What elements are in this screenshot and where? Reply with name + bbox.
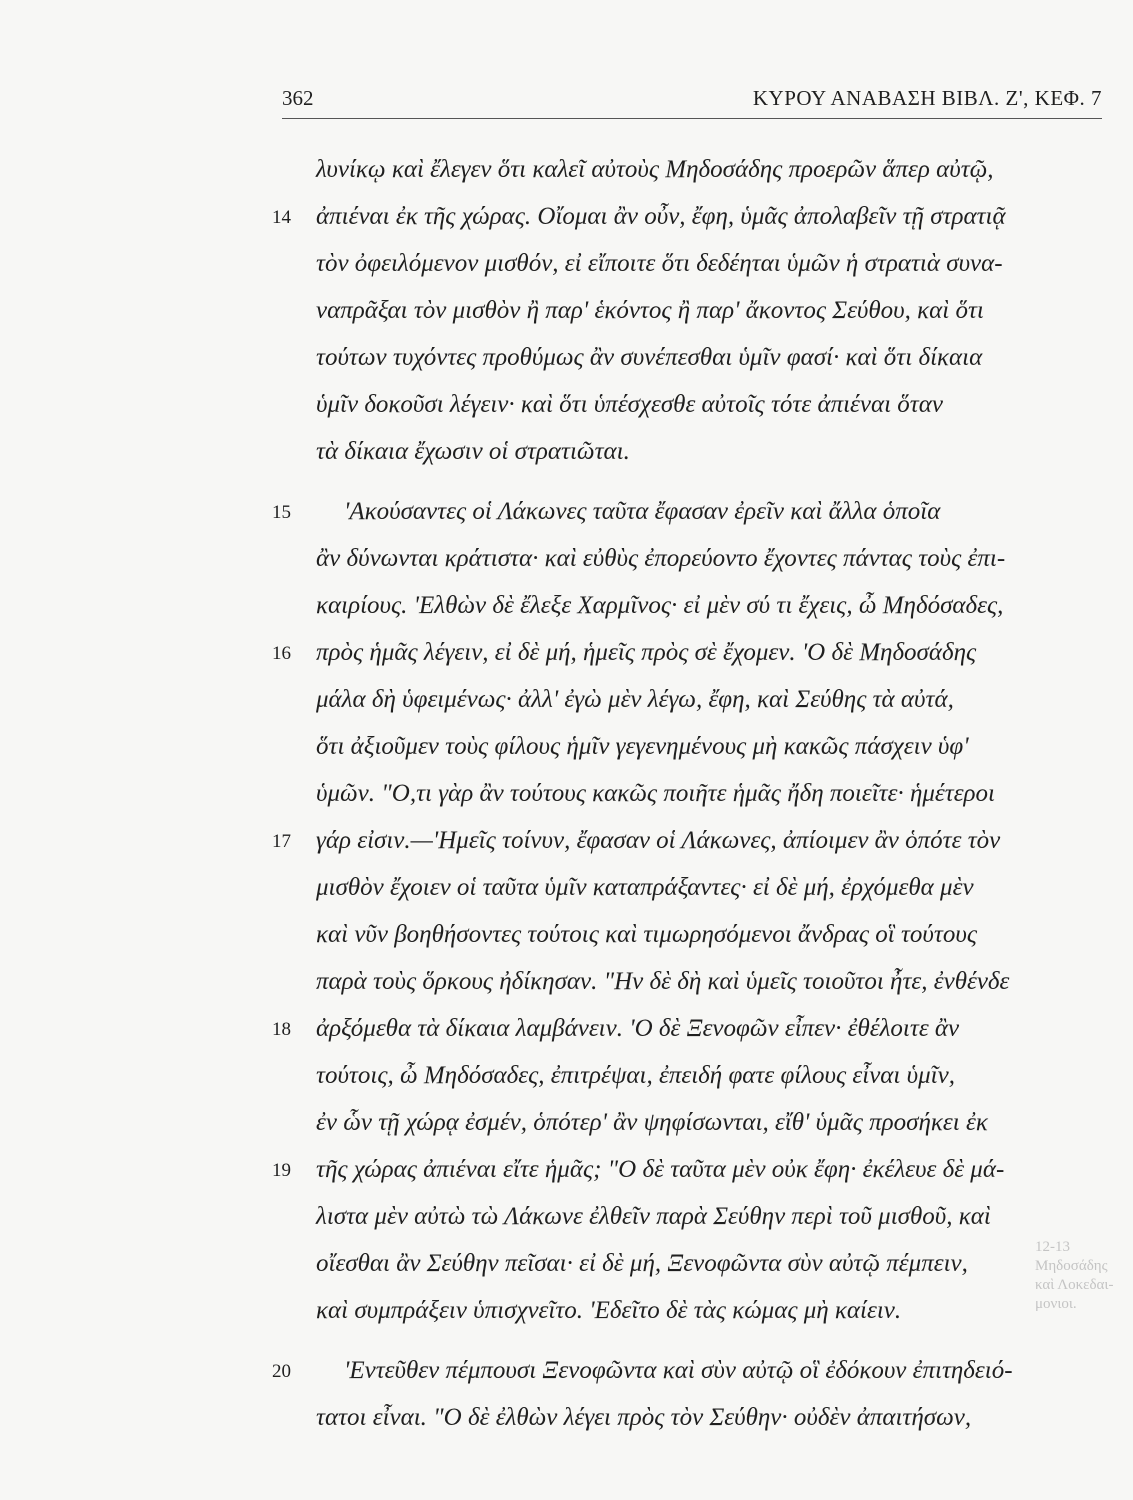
line-text: ὑμῶν. "Ο,τι γὰρ ἂν τούτους κακῶς ποιῆτε ἡμᾶς ἤδη ποιεῖτε· ἡμέτεροι xyxy=(316,780,995,807)
line-text: τούτοις, ὦ Μηδόσαδες, ἐπιτρέψαι, ἐπειδή φατε φίλους εἶναι ὑμῖν, xyxy=(316,1062,955,1089)
line-text: τούτων τυχόντες προθύμως ἂν συνέπεσθαι ὑμῖν φασί· καὶ ὅτι δίκαια xyxy=(316,344,983,371)
text-line xyxy=(272,381,1112,428)
text-line xyxy=(272,1146,1112,1193)
text-line xyxy=(272,629,1112,676)
text-line xyxy=(272,1052,1112,1099)
text-line xyxy=(272,817,1112,864)
line-text: καιρίους. 'Ελθὼν δὲ ἔλεξε Χαρμῖνος· εἰ μὲν σύ τι ἔχεις, ὦ Μηδόσαδες, xyxy=(316,592,1004,619)
running-title: ΚΥΡΟΥ ΑΝΑΒΑΣΗ ΒΙΒΛ. Ζ', ΚΕΦ. 7 xyxy=(752,86,1102,110)
line-text: ὑμῖν δοκοῦσι λέγειν· καὶ ὅτι ὑπέσχεσθε αὐτοῖς τότε ἀπιέναι ὅταν xyxy=(316,391,943,418)
line-text: καὶ νῦν βοηθήσοντες τούτοις καὶ τιμωρησόμενοι ἄνδρας οἳ τούτους xyxy=(316,921,977,948)
section-number: 17 xyxy=(272,831,291,852)
text-line xyxy=(272,193,1112,240)
text-line xyxy=(272,676,1112,723)
line-text: τατοι εἶναι. "Ο δὲ ἐλθὼν λέγει πρὸς τὸν Σεύθην· οὐδὲν ἀπαιτήσων, xyxy=(316,1404,972,1431)
text-line xyxy=(272,1240,1112,1287)
line-text: τῆς χώρας ἀπιέναι εἴτε ἡμᾶς; "Ο δὲ ταῦτα μὲν οὐκ ἔφη· ἐκέλευε δὲ μά- xyxy=(316,1156,1005,1183)
line-text: λιστα μὲν αὐτὼ τὼ Λάκωνε ἐλθεῖν παρὰ Σεύθην περὶ τοῦ μισθοῦ, καὶ xyxy=(316,1203,991,1230)
page-header xyxy=(282,86,1102,119)
text-line xyxy=(272,864,1112,911)
text-line xyxy=(272,146,1112,193)
page-number: 362 xyxy=(282,86,314,110)
line-text: ἀρξόμεθα τὰ δίκαια λαμβάνειν. 'Ο δὲ Ξενοφῶν εἶπεν· ἐθέλοιτε ἂν xyxy=(316,1015,960,1042)
margin-note-bleedthrough: 12-13 Μηδοσάδης καὶ Λοκεδαι- μονιοι. xyxy=(1035,1239,1114,1312)
line-text: παρὰ τοὺς ὅρκους ἠδίκησαν. "Ην δὲ δὴ καὶ ὑμεῖς τοιοῦτοι ἦτε, ἐνθένδε xyxy=(316,968,1010,995)
text-line xyxy=(272,958,1112,1005)
line-text: μάλα δὴ ὑφειμένως· ἀλλ' ἐγὼ μὲν λέγω, ἔφη, καὶ Σεύθης τὰ αὐτά, xyxy=(316,686,954,713)
text-line xyxy=(272,770,1112,817)
line-text: 'Εντεῦθεν πέμπουσι Ξενοφῶντα καὶ σὺν αὐτῷ οἳ ἐδόκουν ἐπιτηδειό- xyxy=(344,1357,1013,1384)
section-number: 18 xyxy=(272,1019,291,1040)
line-text: τὰ δίκαια ἔχωσιν οἱ στρατιῶται. xyxy=(316,438,630,465)
text-line xyxy=(272,1099,1112,1146)
line-text: ἐν ὧν τῇ χώρᾳ ἐσμέν, ὁπότερ' ἂν ψηφίσωνται, εἴθ' ὑμᾶς προσήκει ἐκ xyxy=(316,1109,988,1136)
line-text: ναπρᾶξαι τὸν μισθὸν ἢ παρ' ἑκόντος ἢ παρ' ἄκοντος Σεύθου, καὶ ὅτι xyxy=(316,297,984,324)
line-text: πρὸς ἡμᾶς λέγειν, εἰ δὲ μή, ἡμεῖς πρὸς σὲ ἔχομεν. 'Ο δὲ Μηδοσάδης xyxy=(316,639,977,666)
text-line xyxy=(272,287,1112,334)
text-line xyxy=(272,1287,1112,1334)
text-line xyxy=(272,582,1112,629)
line-text: οἴεσθαι ἂν Σεύθην πεῖσαι· εἰ δὲ μή, Ξενοφῶντα σὺν αὐτῷ πέμπειν, xyxy=(316,1250,968,1277)
line-text: καὶ συμπράξειν ὑπισχνεῖτο. 'Εδεῖτο δὲ τὰς κώμας μὴ καίειν. xyxy=(316,1297,902,1324)
section-number: 16 xyxy=(272,643,291,664)
section-number: 20 xyxy=(272,1361,291,1382)
text-line xyxy=(272,1347,1112,1394)
line-text: γάρ εἰσιν.—'Ημεῖς τοίνυν, ἔφασαν οἱ Λάκωνες, ἀπίοιμεν ἂν ὁπότε τὸν xyxy=(316,827,1001,854)
text-line xyxy=(272,1193,1112,1240)
line-text: ὅτι ἀξιοῦμεν τοὺς φίλους ἡμῖν γεγενημένους μὴ κακῶς πάσχειν ὑφ' xyxy=(316,733,969,760)
text-line xyxy=(272,488,1112,535)
text-line xyxy=(272,1005,1112,1052)
text-line xyxy=(272,1394,1112,1441)
line-text: τὸν ὀφειλόμενον μισθόν, εἰ εἴποιτε ὅτι δεδέηται ὑμῶν ἡ στρατιὰ συνα- xyxy=(316,250,1003,277)
text-line xyxy=(272,428,1112,475)
line-text: ἂν δύνωνται κράτιστα· καὶ εὐθὺς ἐπορεύοντο ἔχοντες πάντας τοὺς ἐπι- xyxy=(316,545,1006,572)
text-line xyxy=(272,240,1112,287)
line-text: ἀπιέναι ἐκ τῆς χώρας. Οἴομαι ἂν οὖν, ἔφη, ὑμᾶς ἀπολαβεῖν τῇ στρατιᾷ xyxy=(316,203,1006,230)
section-number: 19 xyxy=(272,1160,291,1181)
section-number: 14 xyxy=(272,207,291,228)
section-number: 15 xyxy=(272,502,291,523)
main-text xyxy=(272,146,1112,1441)
line-text: μισθὸν ἔχοιεν οἱ ταῦτα ὑμῖν καταπράξαντες· εἰ δὲ μή, ἐρχόμεθα μὲν xyxy=(316,874,974,901)
text-line xyxy=(272,723,1112,770)
text-line xyxy=(272,535,1112,582)
line-text: λυνίκῳ καὶ ἔλεγεν ὅτι καλεῖ αὐτοὺς Μηδοσάδης προερῶν ἅπερ αὐτῷ, xyxy=(316,156,994,183)
text-line xyxy=(272,911,1112,958)
text-line xyxy=(272,334,1112,381)
line-text: 'Ακούσαντες οἱ Λάκωνες ταῦτα ἔφασαν ἐρεῖν καὶ ἄλλα ὁποῖα xyxy=(344,498,941,525)
